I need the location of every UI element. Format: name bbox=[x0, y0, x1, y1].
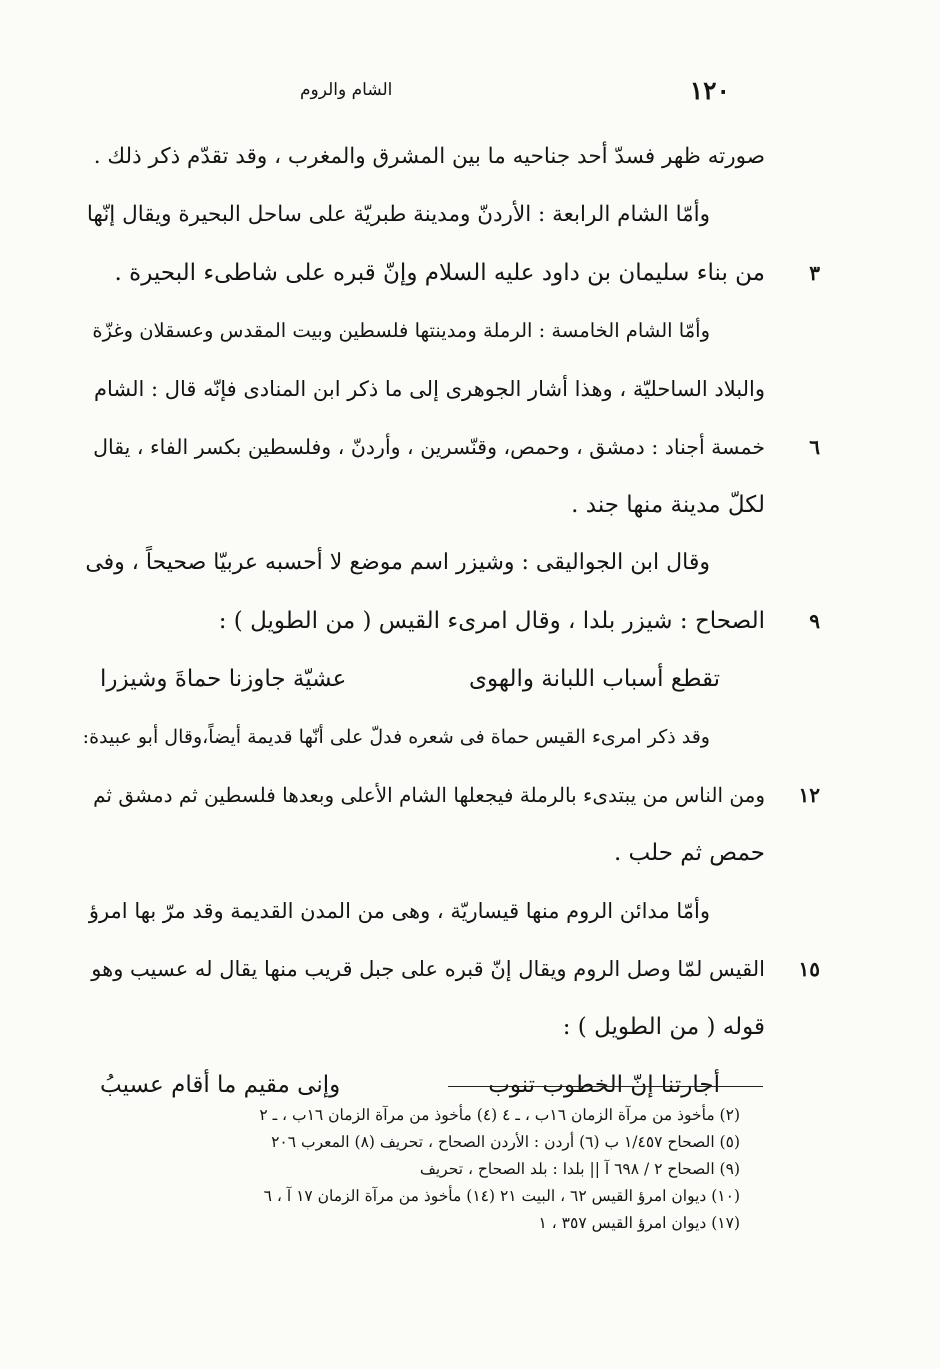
footnote: (٩) الصحاح ٢ / ٦٩٨ آ || بلدا : بلد الصحاح ، تحريف bbox=[419, 1160, 740, 1178]
text-line: وأمّا الشام الرابعة : الأردنّ ومدينة طبريّة على ساحل البحيرة ويقال إنّها bbox=[86, 202, 710, 227]
text-line: صورته ظهر فسدّ أحد جناحيه ما بين المشرق والمغرب ، وقد تقدّم ذكر ذلك . bbox=[93, 144, 765, 169]
text-line: ٣ من بناء سليمان بن داود عليه السلام وإنّ قبره على شاطىء البحيرة . bbox=[80, 244, 765, 302]
footnote: (٥) الصحاح ١/٤٥٧ ب (٦) أردن : الأردن الصحاح ، تحريف (٨) المعرب ٢٠٦ bbox=[271, 1133, 740, 1151]
line-number: ١٢ bbox=[798, 783, 820, 807]
page-header bbox=[80, 70, 730, 110]
text-line: ٩ الصحاح : شيزر بلدا ، وقال امرىء القيس ( من الطويل ) : bbox=[80, 592, 765, 650]
line-number: ١٥ bbox=[798, 957, 820, 981]
verse-line bbox=[80, 650, 765, 708]
verse-second-hemistich: عشيّة جاوزنا حماةَ وشيزرا bbox=[100, 666, 347, 692]
footnote: (١٧) ديوان امرؤ القيس ٣٥٧ ، ١ bbox=[538, 1214, 740, 1232]
text-line: وقال ابن الجواليقى : وشيزر اسم موضع لا أحسبه عربيّا صحيحاً ، وفى bbox=[85, 550, 710, 575]
verse-first-hemistich: أجارتنا إنّ الخطوب تنوب bbox=[488, 1072, 720, 1098]
text-line: ١٥ القيس لمّا وصل الروم ويقال إنّ قبره على جبل قريب منها يقال له عسيب وهو bbox=[80, 940, 765, 998]
footnotes bbox=[180, 1102, 740, 1237]
text-line: وأمّا مدائن الروم منها قيساريّة ، وهى من المدن القديمة وقد مرّ بها امرؤ bbox=[88, 899, 710, 923]
page-number: ١٢٠ bbox=[689, 75, 730, 105]
verse-first-hemistich: تقطع أسباب اللبانة والهوى bbox=[468, 666, 720, 692]
text-line: وقد ذكر امرىء القيس حماة فى شعره فدلّ على أنّها قديمة أيضاً،وقال أبو عبيدة: bbox=[82, 726, 710, 748]
text-line: لكلّ مدينة منها جند . bbox=[571, 492, 765, 518]
line-number: ٩ bbox=[809, 609, 820, 633]
text-line: ٦ خمسة أجناد : دمشق ، وحمص، وقنّسرين ، وأردنّ ، وفلسطين بكسر الفاء ، يقال bbox=[80, 418, 765, 476]
text-line: ١٢ ومن الناس من يبتدىء بالرملة فيجعلها الشام الأعلى وبعدها فلسطين ثم دمشق ثم bbox=[80, 766, 765, 824]
footnote: (٢) مأخوذ من مرآة الزمان ١٦ب ، ـ ٤ (٤) مأخوذ من مرآة الزمان ١٦ب ، ـ ٢ bbox=[259, 1106, 740, 1124]
text-line: وأمّا الشام الخامسة : الرملة ومدينتها فلسطين وبيت المقدس وعسقلان وغزّة bbox=[92, 319, 710, 342]
footnote-divider bbox=[448, 1086, 763, 1087]
line-number: ٣ bbox=[809, 261, 820, 285]
main-text bbox=[80, 128, 820, 1114]
text-line: والبلاد الساحليّة ، وهذا أشار الجوهرى إلى ما ذكر ابن المنادى فإنّه قال : الشام bbox=[93, 377, 765, 401]
verse-second-hemistich: وإنى مقيم ما أقام عسيبُ bbox=[100, 1072, 341, 1098]
text-line: قوله ( من الطويل ) : bbox=[562, 1014, 765, 1040]
line-number: ٦ bbox=[809, 435, 820, 459]
running-title: الشام والروم bbox=[300, 80, 393, 100]
text-line: حمص ثم حلب . bbox=[613, 840, 765, 866]
footnote: (١٠) ديوان امرؤ القيس ٦٢ ، البيت ٢١ (١٤) مأخوذ من مرآة الزمان ١٧ آ ، ٦ bbox=[263, 1187, 740, 1205]
